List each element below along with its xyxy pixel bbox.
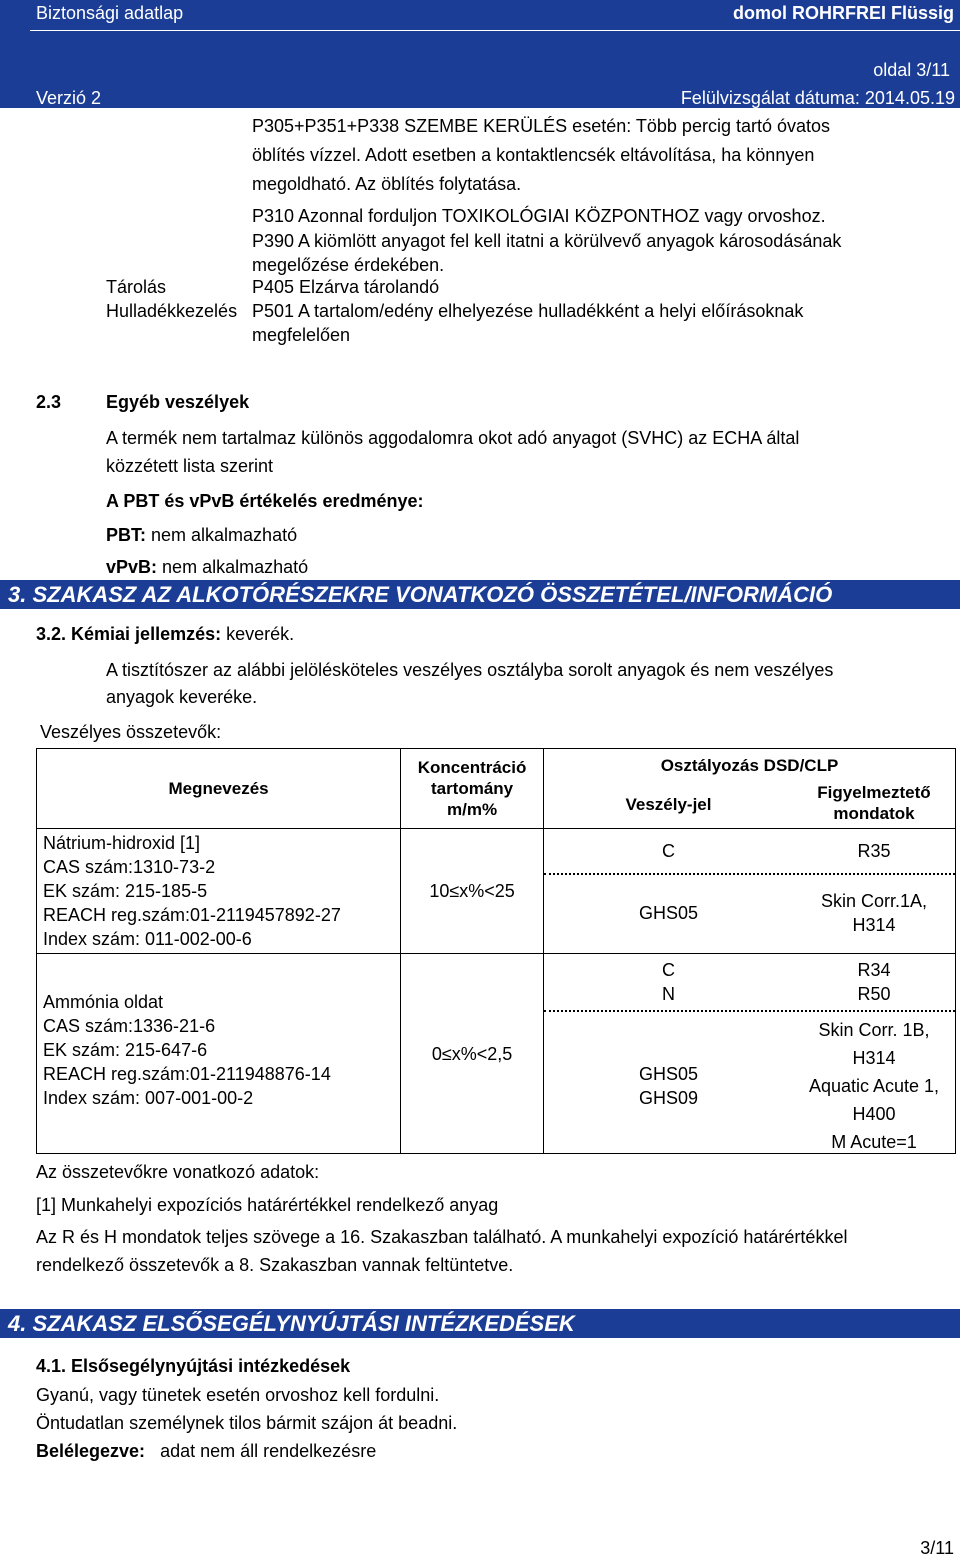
vpvb-line (106, 555, 308, 579)
row1-name-l3: EK szám: 215-185-5 (43, 881, 208, 901)
header-conc-cell (401, 749, 544, 829)
footer-page: 3/11 (920, 1538, 954, 1558)
disposal-label: Hulladékkezelés (106, 301, 238, 321)
page-label: oldal 3/11 (873, 60, 950, 80)
section-2-3-number: 2.3 (36, 392, 62, 412)
pbt-line (106, 523, 297, 547)
row1-name-cell (37, 829, 401, 954)
vpvb-value: nem alkalmazható (162, 557, 309, 577)
p305-text: P305+P351+P338 SZEMBE KERÜLÉS esetén: Több percig tartó óvatos (252, 116, 831, 136)
row2-name-cell (37, 954, 401, 1154)
row1-clp-statements (793, 889, 955, 937)
first-aid-line-2: Öntudatlan személynek tilos bármit szájon át beadni. (36, 1413, 458, 1433)
row2-clp-statement-4: H400 (852, 1104, 896, 1124)
row2-class-cell (543, 954, 955, 1154)
p305-text-l2: öblítés vízzel. Adott esetben a kontaktlencsék eltávolítása, ha könnyen (252, 145, 815, 165)
table-row (37, 829, 956, 954)
version: Verzió 2 (36, 88, 102, 108)
row2-dsd-symbol-2: N (661, 984, 675, 1004)
pbt-title: A PBT és vPvB értékelés eredménye: (106, 491, 424, 511)
section-2-3-title: Egyéb veszélyek (106, 392, 250, 412)
row1-conc-cell (401, 829, 544, 954)
doc-type: Biztonsági adatlap (36, 3, 184, 23)
p310-text: P310 Azonnal forduljon TOXIKOLÓGIAI KÖZPONTHOZ vagy orvoshoz. (252, 206, 826, 226)
inhalation-label: Belélegezve: (36, 1441, 146, 1461)
revision-date: Felülvizsgálat dátuma: 2014.05.19 (680, 88, 955, 108)
hazardous-components-label: Veszélyes összetevők: (40, 722, 222, 742)
p390-text-l2: megelőzése érdekében. (252, 255, 445, 275)
section-4-heading: 4. SZAKASZ ELSŐSEGÉLYNYÚJTÁSI INTÉZKEDÉSEK (0, 1309, 960, 1338)
col-conc-header: Koncentráció tartomány m/m% (417, 758, 527, 819)
class-subheaders (544, 782, 955, 824)
row2-name-l5: Index szám: 007-001-00-2 (43, 1088, 254, 1108)
pbt-value: nem alkalmazható (151, 525, 298, 545)
component-notes-label: Az összetevőkre vonatkozó adatok: (36, 1162, 320, 1182)
row2-clp-statements (793, 1012, 955, 1152)
row1-dsd (544, 829, 955, 873)
row2-clp-symbol-2: GHS09 (638, 1088, 698, 1108)
row2-name-l2: CAS szám:1336-21-6 (43, 1016, 216, 1036)
row2-dsd-symbols (544, 958, 793, 1010)
row1-dsd-r: R35 (857, 841, 891, 861)
row1-clp-statement-2: H314 (852, 915, 896, 935)
svhc-text: A termék nem tartalmaz különös aggodalomra okot adó anyagot (SVHC) az ECHA által (106, 428, 800, 448)
header-name-cell (37, 749, 401, 829)
row2-name-l4: REACH reg.szám:01-211948876-14 (43, 1064, 331, 1084)
inhalation-line (36, 1439, 376, 1463)
composition-table (36, 748, 956, 1154)
mixture-desc: A tisztítószer az alábbi jelölésköteles veszélyes osztályba sorolt anyagok és nem veszélyes (106, 660, 834, 680)
col-statements-header: Figyelmeztető mondatok (817, 783, 931, 823)
storage-label: Tárolás (106, 277, 167, 297)
note-2-l2: rendelkező összetevők a 8. Szakaszban vannak feltüntetve. (36, 1255, 514, 1275)
header-divider (30, 30, 960, 31)
chem-char-line (36, 622, 294, 646)
row1-clp-symbol: GHS05 (638, 903, 698, 923)
row2-dsd-symbol-1: C (661, 960, 675, 980)
chem-char-label: 3.2. Kémiai jellemzés: (36, 624, 222, 644)
row2-dsd-r (793, 958, 955, 1010)
row2-dsd (544, 954, 955, 1010)
row2-name-l3: EK szám: 215-647-6 (43, 1040, 208, 1060)
col-hazard-header: Veszély-jel (625, 795, 712, 814)
row2-clp-statement-3: Aquatic Acute 1, (808, 1076, 940, 1096)
row2-conc-cell (401, 954, 544, 1154)
row1-name-l5: Index szám: 011-002-00-6 (43, 929, 252, 949)
row1-clp (544, 873, 955, 951)
row2-clp-statement-5: M Acute=1 (831, 1132, 917, 1152)
row2-dsd-r-1: R34 (857, 960, 891, 980)
section-3-heading: 3. SZAKASZ AZ ALKOTÓRÉSZEKRE VONATKOZÓ ÖSSZETÉTEL/INFORMÁCIÓ (0, 580, 960, 609)
row1-dsd-symbol: C (661, 841, 675, 861)
col-name-header: Megnevezés (168, 779, 269, 798)
first-aid-line-1: Gyanú, vagy tünetek esetén orvoshoz kell fordulni. (36, 1385, 440, 1405)
section-4-1-title: 4.1. Elsősegélynyújtási intézkedések (36, 1356, 351, 1376)
row2-clp-symbols (544, 1012, 793, 1152)
pbt-label: PBT: (106, 525, 146, 545)
header-class-cell (543, 749, 955, 829)
row1-clp-statement-1: Skin Corr.1A, (820, 891, 927, 911)
note-1: [1] Munkahelyi expozíciós határértékkel rendelkező anyag (36, 1195, 499, 1215)
inhalation-value: adat nem áll rendelkezésre (160, 1441, 377, 1461)
p305-text-l3: megoldható. Az öblítés folytatása. (252, 174, 522, 194)
row1-class-cell (543, 829, 955, 954)
row2-dsd-r-2: R50 (857, 984, 891, 1004)
row2-clp-statement-2: H314 (852, 1048, 896, 1068)
svhc-text-l2: közzétett lista szerint (106, 456, 274, 476)
row1-name-l1: Nátrium-hidroxid [1] (43, 833, 201, 853)
table-row (37, 954, 956, 1154)
chem-char-value: keverék. (226, 624, 295, 644)
product-name: domol ROHRFREI Flüssig (732, 3, 954, 23)
p390-text: P390 A kiömlött anyagot fel kell itatni a körülvevő anyagok károsodásának (252, 231, 842, 251)
row1-conc: 10≤x%<25 (429, 881, 515, 901)
disposal-text-l2: megfelelően (252, 325, 351, 345)
vpvb-label: vPvB: (106, 557, 158, 577)
row1-name-l2: CAS szám:1310-73-2 (43, 857, 216, 877)
note-2: Az R és H mondatok teljes szövege a 16. Szakaszban található. A munkahelyi expozíció határértékkel (36, 1227, 848, 1247)
row2-name-l1: Ammónia oldat (43, 992, 164, 1012)
row2-clp (544, 1010, 955, 1152)
row2-clp-statement-1: Skin Corr. 1B, (818, 1020, 930, 1040)
storage-text: P405 Elzárva tárolandó (252, 277, 440, 297)
row2-clp-symbol-1: GHS05 (638, 1064, 698, 1084)
table-header-row (37, 749, 956, 829)
disposal-text: P501 A tartalom/edény elhelyezése hulladékként a helyi előírásoknak (252, 301, 804, 321)
col-class-header: Osztályozás DSD/CLP (660, 756, 839, 775)
row2-conc: 0≤x%<2,5 (431, 1043, 513, 1064)
mixture-desc-l2: anyagok keveréke. (106, 687, 258, 707)
row1-name-l4: REACH reg.szám:01-2119457892-27 (43, 905, 341, 925)
